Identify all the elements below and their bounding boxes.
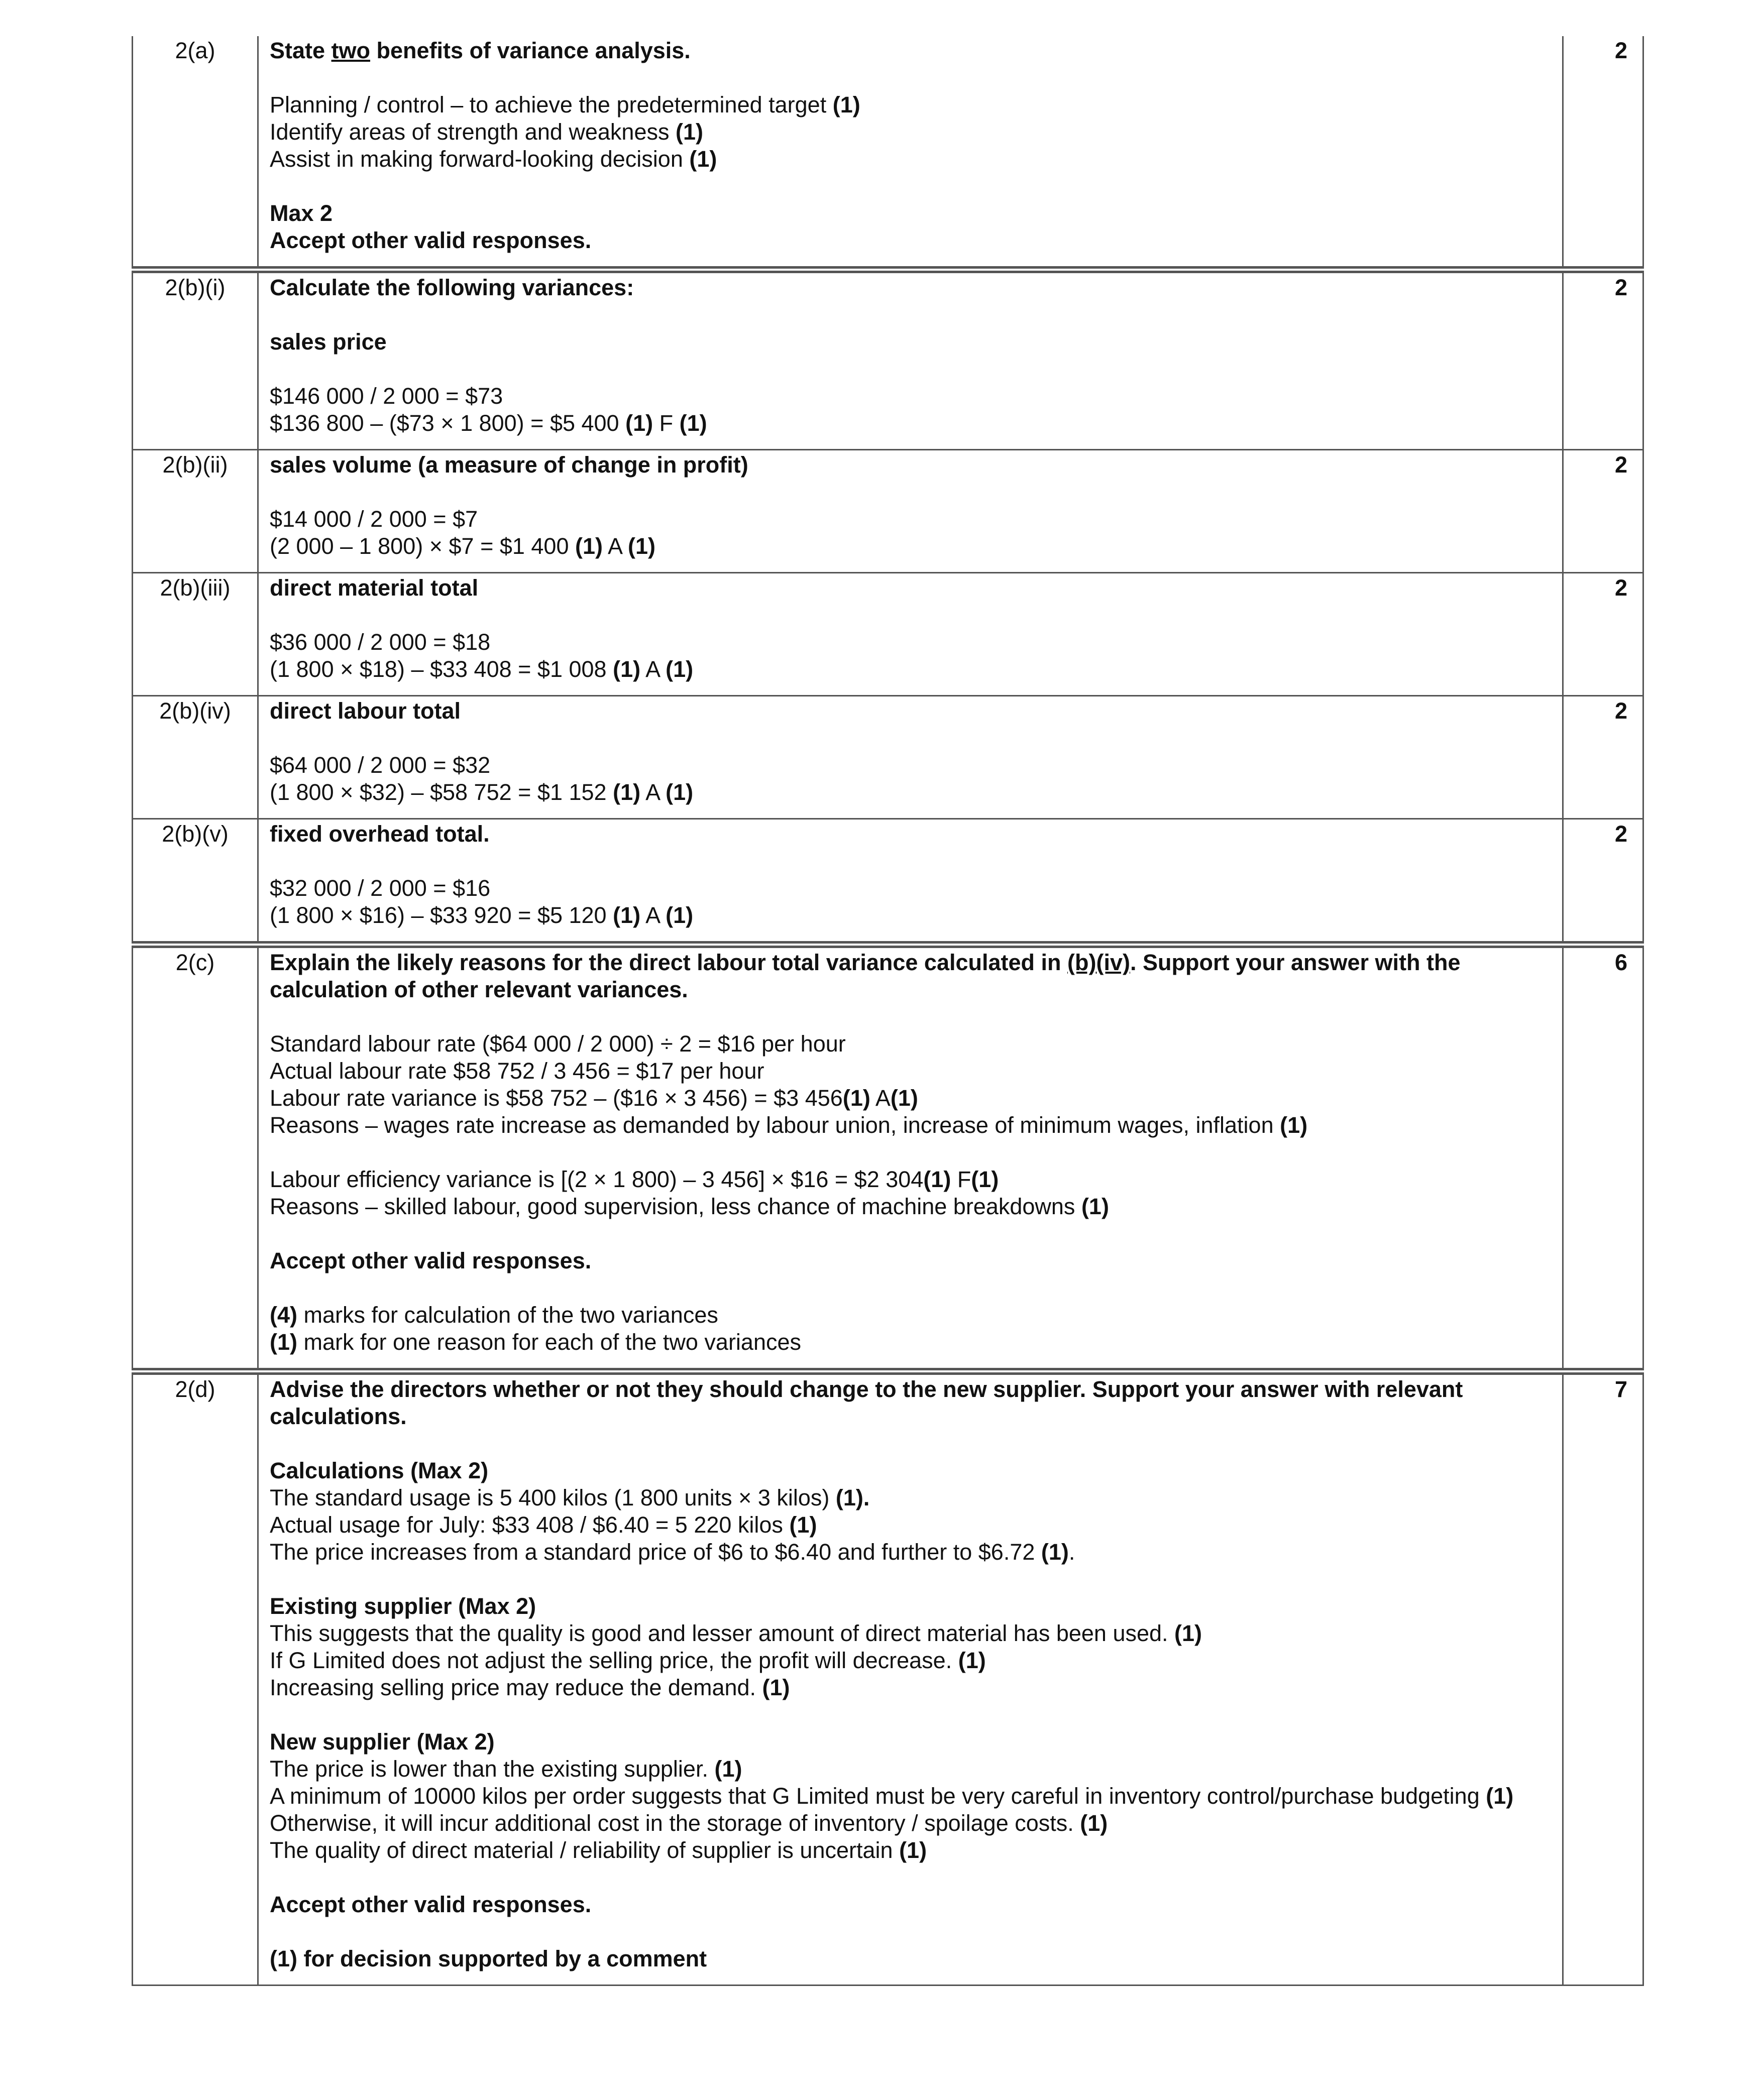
- answer-line: New supplier (Max 2): [270, 1729, 495, 1755]
- question-row: [133, 36, 1643, 270]
- question-number: 2(a): [133, 36, 258, 270]
- blank-line: [270, 1918, 1547, 1945]
- answer-line: (1 800 × $32) – $58 752 = $1 152 (1) A (1): [270, 779, 694, 805]
- answer-line: $136 800 – ($73 × 1 800) = $5 400 (1) F (1): [270, 410, 707, 436]
- marks-value: 2: [1563, 36, 1643, 270]
- answer-line: Existing supplier (Max 2): [270, 1593, 536, 1619]
- answer-line: (1 800 × $18) – $33 408 = $1 008 (1) A (1): [270, 656, 694, 682]
- answer-line: Actual usage for July: $33 408 / $6.40 = 5 220 kilos (1): [270, 1512, 817, 1538]
- answer-line: sales price: [270, 329, 387, 355]
- mark-scheme-body: [133, 36, 1643, 1986]
- blank-line: [270, 1566, 1547, 1593]
- answer-line: Calculations (Max 2): [270, 1458, 489, 1483]
- answer-line: $36 000 / 2 000 = $18: [270, 629, 491, 655]
- blank-line: [270, 1430, 1547, 1457]
- blank-line: [270, 301, 1547, 328]
- question-number: 2(b)(iv): [133, 696, 258, 819]
- blank-line: [270, 1274, 1547, 1302]
- answer-line: (2 000 – 1 800) × $7 = $1 400 (1) A (1): [270, 533, 656, 559]
- blank-line: [270, 848, 1547, 875]
- answer-cell: [258, 819, 1563, 945]
- blank-line: [270, 64, 1547, 91]
- answer-line: Actual labour rate $58 752 / 3 456 = $17 per hour: [270, 1058, 764, 1084]
- answer-line: Labour efficiency variance is [(2 × 1 800) – 3 456] × $16 = $2 304(1) F(1): [270, 1166, 999, 1192]
- answer-cell: [258, 945, 1563, 1371]
- answer-line: Planning / control – to achieve the predetermined target (1): [270, 92, 860, 118]
- question-number: 2(b)(ii): [133, 450, 258, 573]
- answer-line: (1) mark for one reason for each of the two variances: [270, 1329, 802, 1355]
- question-row: [133, 1371, 1643, 1986]
- answer-line: Reasons – wages rate increase as demanded by labour union, increase of minimum wages, inflation (1): [270, 1112, 1308, 1138]
- question-number: 2(d): [133, 1371, 258, 1986]
- answer-line: direct material total: [270, 575, 479, 601]
- marks-value: 7: [1563, 1371, 1643, 1986]
- answer-line: Accept other valid responses.: [270, 1248, 592, 1273]
- blank-line: [270, 173, 1547, 200]
- question-number: 2(c): [133, 945, 258, 1371]
- answer-line: A minimum of 10000 kilos per order suggests that G Limited must be very careful in inventory control/purchase budgeting (1): [270, 1783, 1514, 1809]
- answer-cell: [258, 573, 1563, 696]
- answer-line: Accept other valid responses.: [270, 1892, 592, 1917]
- answer-cell: [258, 1371, 1563, 1986]
- answer-line: The price increases from a standard price of $6 to $6.40 and further to $6.72 (1).: [270, 1539, 1075, 1565]
- answer-line: Identify areas of strength and weakness (1): [270, 119, 703, 145]
- question-number: 2(b)(iii): [133, 573, 258, 696]
- question-row: [133, 819, 1643, 945]
- answer-line: Standard labour rate ($64 000 / 2 000) ÷ 2 = $16 per hour: [270, 1031, 846, 1057]
- answer-line: Labour rate variance is $58 752 – ($16 × 3 456) = $3 456(1) A(1): [270, 1085, 918, 1111]
- blank-line: [270, 1139, 1547, 1166]
- question-number: 2(b)(i): [133, 270, 258, 450]
- question-row: [133, 450, 1643, 573]
- answer-line: This suggests that the quality is good and lesser amount of direct material has been used. (1): [270, 1620, 1202, 1646]
- question-row: [133, 945, 1643, 1371]
- answer-line: (1 800 × $16) – $33 920 = $5 120 (1) A (1): [270, 902, 694, 928]
- answer-line: Increasing selling price may reduce the demand. (1): [270, 1675, 790, 1700]
- blank-line: [270, 1220, 1547, 1247]
- answer-line: Advise the directors whether or not they should change to the new supplier. Support your answer with relevant calculations.: [270, 1376, 1463, 1429]
- answer-line: Accept other valid responses.: [270, 227, 592, 253]
- answer-cell: [258, 36, 1563, 270]
- blank-line: [270, 479, 1547, 506]
- answer-line: The standard usage is 5 400 kilos (1 800 units × 3 kilos) (1).: [270, 1485, 870, 1510]
- marks-value: 2: [1563, 450, 1643, 573]
- answer-line: (4) marks for calculation of the two variances: [270, 1302, 718, 1328]
- answer-line: $64 000 / 2 000 = $32: [270, 752, 491, 778]
- answer-line: Assist in making forward-looking decision (1): [270, 146, 717, 172]
- answer-line: sales volume (a measure of change in profit): [270, 452, 748, 478]
- question-row: [133, 270, 1643, 450]
- mark-scheme-table: [132, 36, 1644, 1986]
- marks-value: 2: [1563, 573, 1643, 696]
- answer-line: Reasons – skilled labour, good supervision, less chance of machine breakdowns (1): [270, 1194, 1109, 1219]
- blank-line: [270, 602, 1547, 629]
- question-row: [133, 696, 1643, 819]
- answer-cell: [258, 696, 1563, 819]
- answer-line: The quality of direct material / reliability of supplier is uncertain (1): [270, 1837, 927, 1863]
- answer-line: direct labour total: [270, 698, 461, 724]
- question-number: 2(b)(v): [133, 819, 258, 945]
- answer-line: (1) for decision supported by a comment: [270, 1946, 707, 1971]
- question-row: [133, 573, 1643, 696]
- marks-value: 2: [1563, 819, 1643, 945]
- answer-line: Otherwise, it will incur additional cost in the storage of inventory / spoilage costs. (1): [270, 1810, 1108, 1836]
- answer-cell: [258, 450, 1563, 573]
- answer-line: Explain the likely reasons for the direct labour total variance calculated in (b)(iv). Support your answer with the calculation of other relevant variances.: [270, 950, 1461, 1002]
- blank-line: [270, 1864, 1547, 1891]
- answer-line: State two benefits of variance analysis.: [270, 38, 691, 63]
- answer-line: $146 000 / 2 000 = $73: [270, 383, 503, 409]
- marks-value: 2: [1563, 270, 1643, 450]
- marks-value: 2: [1563, 696, 1643, 819]
- answer-cell: [258, 270, 1563, 450]
- answer-line: $14 000 / 2 000 = $7: [270, 506, 478, 532]
- blank-line: [270, 356, 1547, 383]
- blank-line: [270, 1701, 1547, 1728]
- answer-line: Calculate the following variances:: [270, 275, 634, 300]
- answer-line: $32 000 / 2 000 = $16: [270, 875, 491, 901]
- blank-line: [270, 725, 1547, 752]
- answer-line: The price is lower than the existing supplier. (1): [270, 1756, 742, 1782]
- answer-line: Max 2: [270, 200, 333, 226]
- blank-line: [270, 1003, 1547, 1030]
- answer-line: If G Limited does not adjust the selling price, the profit will decrease. (1): [270, 1648, 986, 1673]
- marks-value: 6: [1563, 945, 1643, 1371]
- answer-line: fixed overhead total.: [270, 821, 490, 847]
